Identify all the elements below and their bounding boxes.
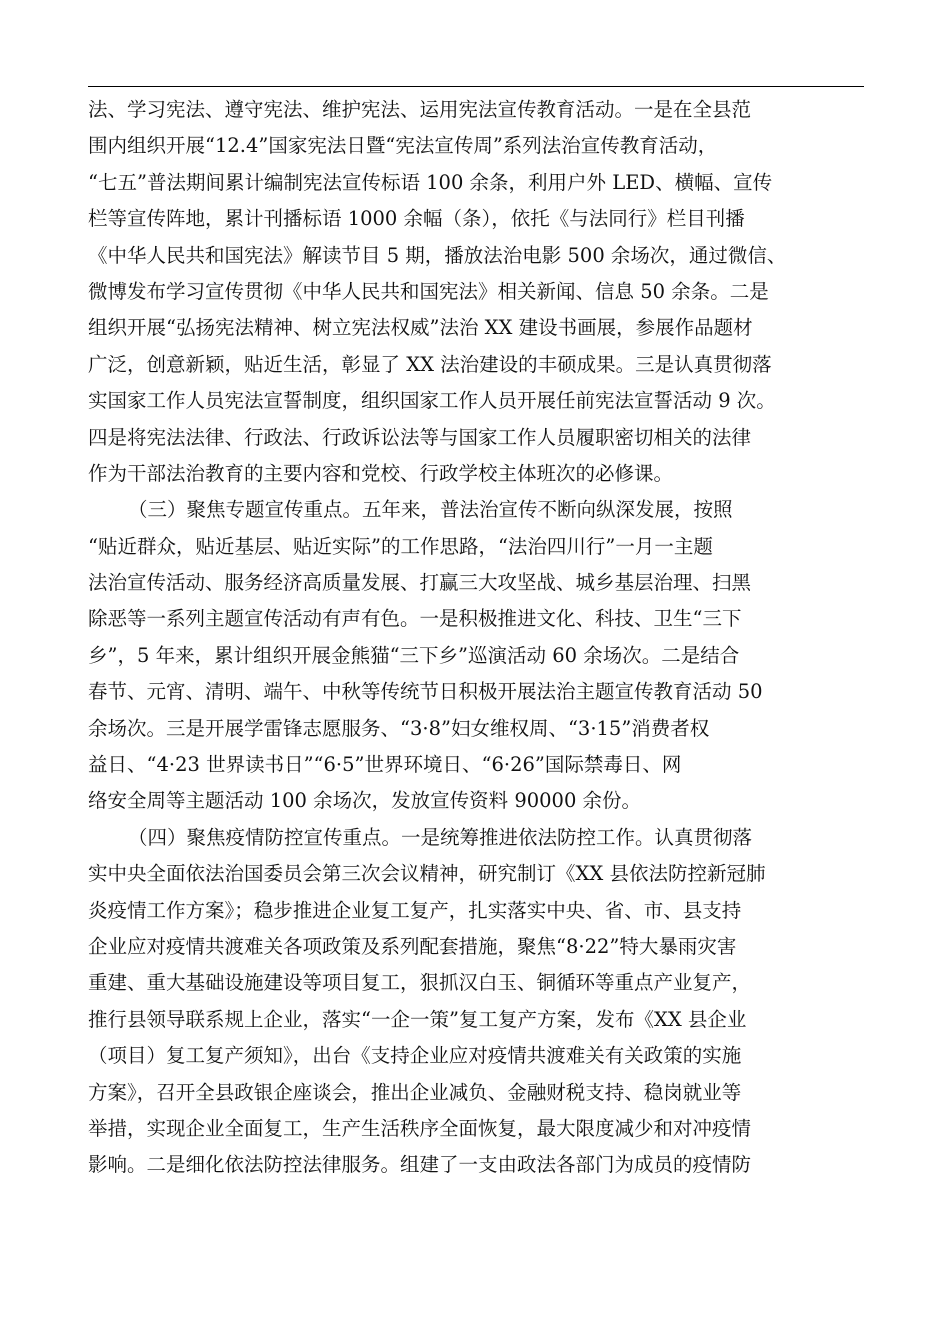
text-line: 重建、重大基础设施建设等项目复工，狠抓汉白玉、铜循环等重点产业复产， [88,971,752,995]
text-line: 益日、“4·23 世界读书日”“6·5”世界环境日、“6·26”国际禁毒日、网 [88,753,682,777]
text-line: 除恶等一系列主题宣传活动有声有色。一是积极推进文化、科技、卫生“三下 [88,607,742,631]
text-line: 四是将宪法法律、行政法、行政诉讼法等与国家工作人员履职密切相关的法律 [88,425,752,449]
text-line: 余场次。三是开展学雷锋志愿服务、“3·8”妇女维权周、“3·15”消费者权 [88,716,710,740]
text-line: 《中华人民共和国宪法》解读节目 5 期，播放法治电影 500 余场次，通过微信、 [88,243,787,267]
text-line: 实国家工作人员宪法宣誓制度，组织国家工作人员开展任前宪法宣誓活动 9 次。 [88,389,776,413]
text-line: 举措，实现企业全面复工，生产生活秩序全面恢复，最大限度减少和对冲疫情 [88,1116,752,1140]
text-line: 推行县领导联系规上企业，落实“一企一策”复工复产方案，发布《XX 县企业 [88,1007,747,1031]
text-line: 栏等宣传阵地，累计刊播标语 1000 余幅（条），依托《与法同行》栏目刊播 [88,207,745,231]
text-line: 微博发布学习宣传贯彻《中华人民共和国宪法》相关新闻、信息 50 余条。二是 [88,279,769,303]
text-line: 方案》，召开全县政银企座谈会，推出企业减负、金融财税支持、稳岗就业等 [88,1080,742,1104]
text-line: 影响。二是细化依法防控法律服务。组建了一支由政法各部门为成员的疫情防 [88,1153,752,1177]
text-line: “贴近群众，贴近基层、贴近实际”的工作思路，“法治四川行”一月一主题 [88,534,713,558]
text-line: 春节、元宵、清明、端午、中秋等传统节日积极开展法治主题宣传教育活动 50 [88,680,763,704]
body-text [88,92,864,1184]
header-rule [88,86,864,87]
text-line: 法、学习宪法、遵守宪法、维护宪法、运用宪法宣传教育活动。一是在全县范 [88,98,752,121]
text-line: 广泛，创意新颖，贴近生活，彰显了 XX 法治建设的丰硕成果。三是认真贯彻落 [88,352,772,376]
text-line: 络安全周等主题活动 100 余场次，发放宣传资料 90000 余份。 [88,789,642,813]
text-line: “七五”普法期间累计编制宪法宣传标语 100 余条，利用户外 LED、横幅、宣传 [88,170,773,194]
text-line: 实中央全面依法治国委员会第三次会议精神，研究制订《XX 县依法防控新冠肺 [88,862,766,886]
section-heading-line: （三）聚焦专题宣传重点。五年来，普法治宣传不断向纵深发展，按照 [128,498,733,522]
section-heading-line: （四）聚焦疫情防控宣传重点。一是统筹推进依法防控工作。认真贯彻落 [128,825,753,849]
text-line: 乡”，5 年来，累计组织开展金熊猫“三下乡”巡演活动 60 余场次。二是结合 [88,643,740,667]
text-line: 围内组织开展“12.4”国家宪法日暨“宪法宣传周”系列法治宣传教育活动， [88,134,718,158]
text-line: 炎疫情工作方案》；稳步推进企业复工复产，扎实落实中央、省、市、县支持 [88,898,742,922]
text-line: 法治宣传活动、服务经济高质量发展、打赢三大攻坚战、城乡基层治理、扫黑 [88,571,752,595]
text-line: 组织开展“弘扬宪法精神、树立宪法权威”法治 XX 建设书画展，参展作品题材 [88,316,753,340]
text-line: 企业应对疫情共渡难关各项政策及系列配套措施，聚焦“8·22”特大暴雨灾害 [88,934,737,958]
text-line: （项目）复工复产须知》，出台《支持企业应对疫情共渡难关有关政策的实施 [88,1044,742,1068]
text-line: 作为干部法治教育的主要内容和党校、行政学校主体班次的必修课。 [88,461,674,485]
